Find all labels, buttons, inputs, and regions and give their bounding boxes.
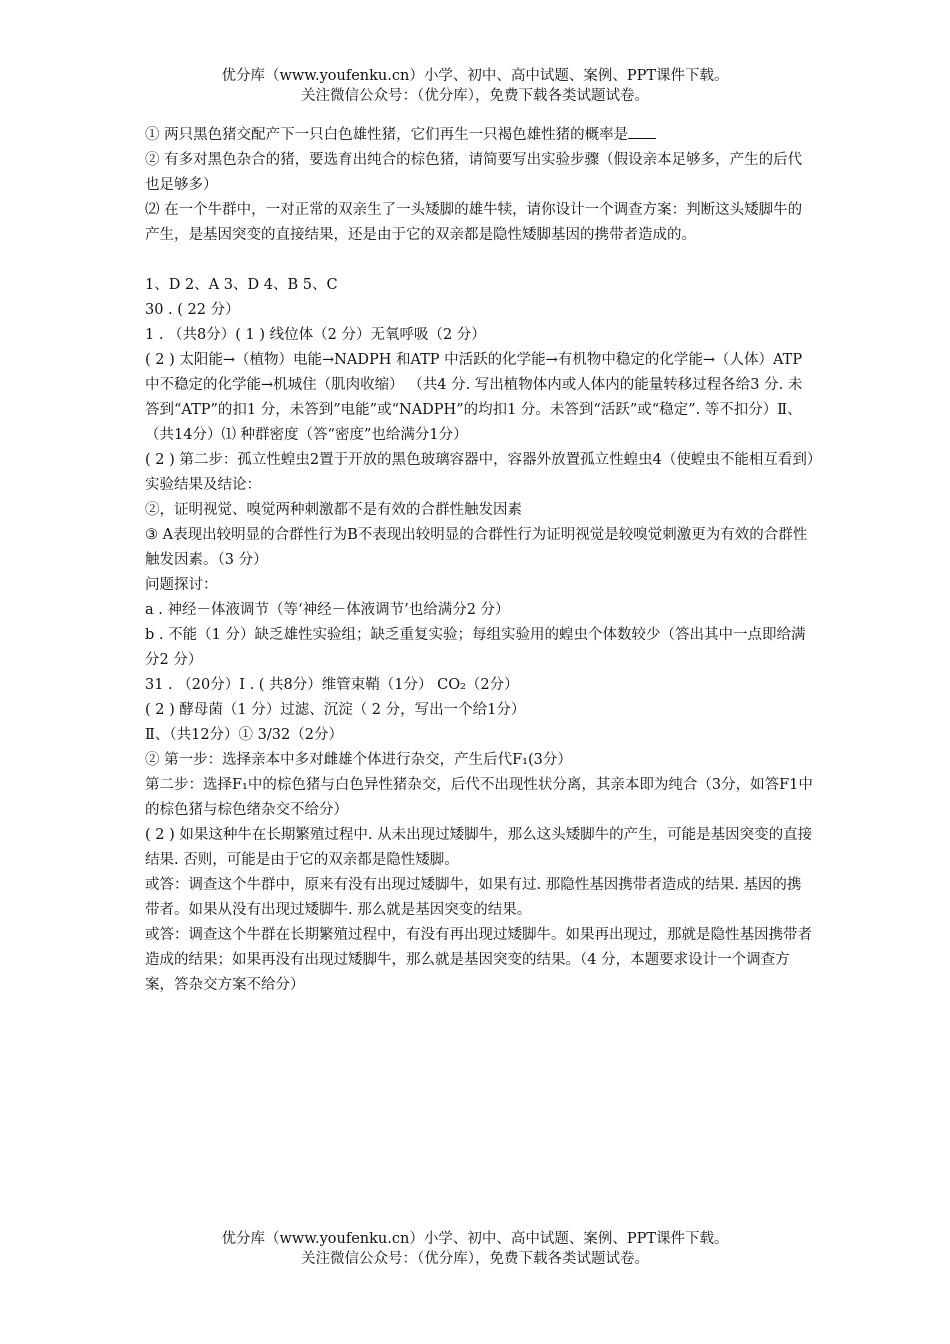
answer-line: 第二步：选择F₁中的棕色猪与白色异性猪杂交，后代不出现性状分离，其亲本即为纯合（3分，如答F1中的棕色猪与棕色绪杂交不给分） [145, 777, 813, 818]
question-line: ① 两只黑色猪交配产下一只白色雄性猪，它们再生一只褐色雄性猪的概率是 [145, 123, 815, 148]
header-line-2: 关注微信公众号：（优分库），免费下载各类试题试卷。 [301, 88, 649, 104]
answer-line: ( 2 ) 酵母菌（1 分）过滤、沉淀（ 2 分，写出一个给1分） [145, 702, 526, 718]
answer-line: a . 神经－体液调节（等‘神经－体液调节’也给满分2 分） [145, 602, 510, 618]
document-body [145, 123, 822, 998]
header-line-1: 优分库（www.youfenku.cn）小学、初中、高中试题、案例、PPT课件下载。 [221, 68, 729, 84]
answer-line: 或答：调查这个牛群中，原来有没有出现过矮脚牛，如果有过. 那隐性基因携带者造成的结果. 基因的携带者。如果从没有出现过矮脚牛. 那么就是基因突变的结果。 [145, 877, 802, 918]
question-line: ② 有多对黑色杂合的猪，要选育出纯合的棕色猪，请简要写出实验步骤（假设亲本足够多，产生的后代也足够多） [145, 152, 803, 193]
footer-line-2: 关注微信公众号：（优分库），免费下载各类试题试卷。 [301, 1251, 649, 1267]
section-gap [145, 248, 815, 273]
footer-line-1: 优分库（www.youfenku.cn）小学、初中、高中试题、案例、PPT课件下载。 [221, 1231, 729, 1247]
answer-line: 或答：调查这个牛群在长期繁殖过程中，有没有再出现过矮脚牛。如果再出现过，那就是隐性基因携带者造成的结果；如果再没有出现过矮脚牛，那么就是基因突变的结果。（4 分，本题要求设计一个调查方案，答杂交方案不给分） [145, 927, 812, 993]
answer-line: ( 2 ) 太阳能→（植物）电能→NADPH 和ATP 中活跃的化学能→有机物中稳定的化学能→（人体）ATP 中不稳定的化学能→机城住（肌肉收缩） （共4 分. 写出植物体内或人体内的能量转移过程各给3 分. 未答到“ATP”的扣1 分，未答到”电能”或“NADPH”的均扣1 分。未答到“活跃”或“稳定”. 等不扣分）Ⅱ、（共14分）⑴ 种群密度（答“密度”也给满分1分） [145, 352, 803, 443]
answer-line: 31 . （20分）Ⅰ . ( 共8分）维管束鞘（1分） CO₂（2分） [145, 677, 519, 693]
question-line: ⑵ 在一个牛群中，一对正常的双亲生了一头矮脚的雄牛犊，请你设计一个调查方案：判断这头矮脚牛的产生，是基因突变的直接结果，还是由于它的双亲都是隐性矮脚基因的携带者造成的。 [145, 202, 803, 243]
answer-line: 30 . ( 22 分） [145, 302, 240, 318]
answer-line: Ⅱ、（共12分）① 3/32（2分） [145, 727, 343, 743]
answer-line: ( 2 ) 第二步：孤立性蝗虫2置于开放的黑色玻璃容器中，容器外放置孤立性蝗虫4（使蝗虫不能相互看到） [145, 452, 822, 468]
answer-line: 1、D 2、A 3、D 4、B 5、C [145, 277, 338, 293]
answer-line: ( 2 ) 如果这种牛在长期繁殖过程中. 从未出现过矮脚牛，那么这头矮脚牛的产生，可能是基因突变的直接结果. 否则，可能是由于它的双亲都是隐性矮脚。 [145, 827, 813, 868]
answer-line: 1 . （共8分）( 1 ) 线位体（2 分）无氧呼吸（2 分） [145, 327, 486, 343]
page-header [0, 66, 950, 106]
answer-line: 实验结果及结论： [145, 477, 261, 493]
answer-blank [628, 124, 656, 139]
answer-line: b . 不能（1 分）缺乏雄性实验组；缺乏重复实验；每组实验用的蝗虫个体数较少（答出其中一点即给满分2 分） [145, 627, 806, 668]
page-footer [0, 1229, 950, 1269]
answer-line: ②，证明视觉、嗅觉两种刺激都不是有效的合群性触发因素 [145, 502, 522, 518]
answer-line: ② 第一步：选择亲本中多对雌雄个体进行杂交，产生后代F₁(3分） [145, 752, 572, 768]
answer-line: ③ A表现出较明显的合群性行为B不表现出较明显的合群性行为证明视觉是较嗅觉刺激更为有效的合群性触发因素。（3 分） [145, 527, 808, 568]
answer-line: 问题探讨： [145, 577, 218, 593]
